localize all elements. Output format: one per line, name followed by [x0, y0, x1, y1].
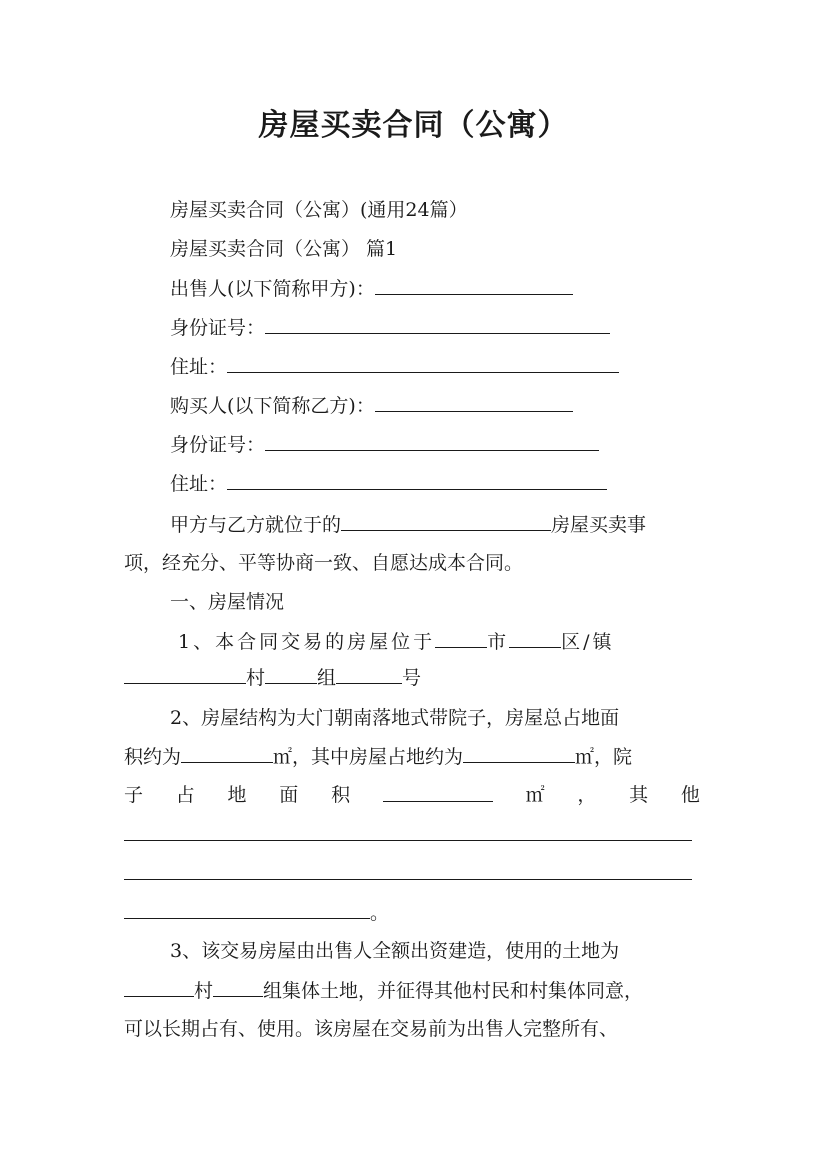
buyer-address-label: 住址： — [170, 473, 228, 495]
item2-line2 — [124, 744, 632, 769]
item2-text-d: ㎡，院 — [575, 746, 633, 768]
intro-paragraph-line2: 项，经充分、平等协商一致、自愿达成本合同。 — [124, 552, 524, 574]
other-blank-line1 — [124, 840, 692, 841]
item1-text-d: 村 — [246, 667, 266, 689]
buyer-id-line — [170, 432, 599, 457]
buyer-label: 购买人(以下简称乙方)： — [170, 395, 375, 417]
item2-text-c: ㎡，其中房屋占地约为 — [273, 746, 464, 768]
buyer-address-blank — [227, 471, 607, 490]
village-blank — [265, 665, 317, 684]
item3-group-blank — [213, 978, 263, 997]
seller-address-line — [170, 354, 619, 379]
city-blank — [435, 629, 487, 648]
seller-line — [170, 276, 573, 301]
item1-line1 — [178, 629, 615, 654]
district-blank — [509, 629, 561, 648]
item3-line1: 3、该交易房屋由出售人全额出资建造，使用的土地为 — [170, 940, 620, 962]
intro-paragraph-line1 — [170, 512, 646, 537]
item3-line3: 可以长期占有、使用。该房屋在交易前为出售人完整所有、 — [124, 1018, 619, 1040]
item2-word: 积 — [331, 784, 351, 806]
house-area-blank — [463, 744, 575, 763]
document-title: 房屋买卖合同（公寓） — [258, 108, 569, 143]
yard-area-blank — [383, 783, 493, 802]
item1-text-f: 号 — [402, 667, 422, 689]
seller-address-label: 住址： — [170, 356, 228, 378]
item2-word: 面 — [279, 784, 299, 806]
seller-id-label: 身份证号： — [170, 317, 266, 339]
total-area-blank — [181, 744, 273, 763]
seller-id-line — [170, 315, 610, 340]
item2-line1: 2、房屋结构为大门朝南落地式带院子，房屋总占地面 — [170, 707, 620, 729]
intro-text-b: 房屋买卖事 — [551, 514, 647, 536]
other-blank-line2 — [124, 879, 692, 880]
subtitle-line: 房屋买卖合同（公寓）(通用24篇） — [170, 199, 468, 221]
item2-word: 其 — [629, 784, 649, 806]
item2-unit: ㎡ — [525, 784, 545, 806]
item1-text-a: 1、本合同交易的房屋位于 — [178, 631, 436, 653]
property-location-blank — [341, 512, 551, 531]
item2-word: 占 — [175, 784, 195, 806]
seller-address-blank — [227, 354, 619, 373]
item2-line3 — [124, 783, 700, 807]
town-blank — [124, 665, 246, 684]
item2-line6 — [124, 900, 389, 925]
item3-text-c: 组集体土地，并征得其他村民和村集体同意， — [263, 980, 644, 1002]
buyer-id-label: 身份证号： — [170, 434, 266, 456]
item2-period: 。 — [370, 902, 390, 924]
item2-comma: ， — [577, 784, 597, 806]
item3-village-blank — [124, 978, 194, 997]
buyer-name-blank — [375, 393, 573, 412]
intro-text-a: 甲方与乙方就位于的 — [170, 514, 342, 536]
buyer-id-blank — [265, 432, 599, 451]
item2-word: 地 — [227, 784, 247, 806]
item3-text-b: 村 — [194, 980, 214, 1002]
buyer-line — [170, 393, 573, 418]
item1-text-e: 组 — [317, 667, 337, 689]
seller-name-blank — [375, 276, 573, 295]
buyer-address-line — [170, 471, 607, 496]
item2-text-b: 积约为 — [124, 746, 182, 768]
item2-word: 他 — [680, 784, 700, 806]
section-one-heading: 一、房屋情况 — [170, 591, 285, 613]
item3-line2 — [124, 978, 643, 1003]
seller-label: 出售人(以下简称甲方)： — [170, 278, 375, 300]
item1-text-c: 区/镇 — [561, 631, 615, 653]
other-blank-line3 — [124, 900, 370, 919]
item1-text-b: 市 — [487, 631, 510, 653]
seller-id-blank — [265, 315, 610, 334]
section-heading-line: 房屋买卖合同（公寓） 篇1 — [170, 238, 398, 260]
item1-line2 — [124, 665, 421, 690]
group-blank — [336, 665, 402, 684]
item2-word: 子 — [124, 784, 144, 806]
